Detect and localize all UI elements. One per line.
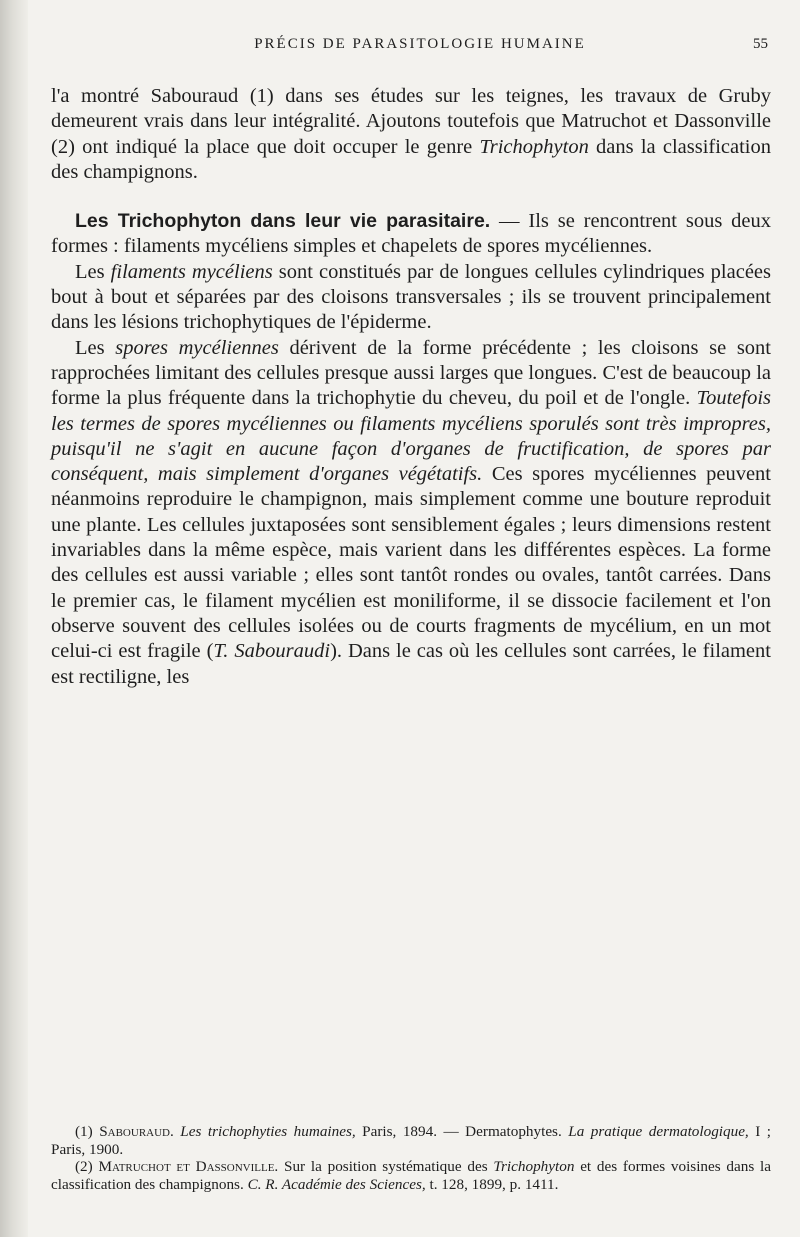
paragraph-3-text-3: ). Dans le cas où les cellules sont carrées, le filament est rectiligne, les: [51, 640, 771, 688]
footnote-2-genus: Trichophyton: [493, 1158, 575, 1175]
paragraph-3: [51, 336, 771, 690]
paragraph-1-end: dans la classification des champignons.: [51, 135, 772, 183]
footnote-2-text-3: t. 128, 1899, p. 1411.: [425, 1175, 559, 1193]
running-title: PRÉCIS DE PARASITOLOGIE HUMAINE: [254, 36, 586, 52]
page-edge-shadow: [0, 0, 28, 1237]
paragraph-2-lead: Les: [75, 260, 111, 283]
page-number: 55: [753, 36, 768, 52]
footnote-2-text-1: Sur la position systématique des: [278, 1158, 494, 1175]
paragraph-2: [51, 260, 771, 336]
footnotes: [51, 1123, 771, 1193]
paragraph-3-text-1: dérivent de la forme précédente ; les cloisons se sont rapprochées limitant des cellules presque aussi larges que longues. C'est de beaucoup la forme la plus fréquente dans la trichophytie du cheveu, du poil et de l'ongle.: [51, 336, 771, 410]
footnote-2-journal: C. R. Académie des Sciences,: [247, 1175, 426, 1193]
section-heading: Les Trichophyton dans leur vie parasitaire.: [75, 210, 491, 233]
footnote-2-text-2: et des formes voisines dans la classification des champignons.: [51, 1158, 771, 1193]
footnote-1: [51, 1123, 771, 1158]
body-text: [51, 84, 771, 690]
section-intro: — Ils se rencontrent sous deux formes : filaments mycéliens simples et chapelets de spores mycéliennes.: [51, 210, 771, 258]
footnote-2-marker: (2): [75, 1158, 99, 1175]
paragraph-2-text: sont constitués par de longues cellules cylindriques placées bout à bout et séparées par des cloisons transversales ; ils se trouvent principalement dans les lésions trichophytiques de l'épiderme.: [51, 260, 772, 334]
paragraph-1-text: l'a montré Sabouraud (1) dans ses études sur les teignes, les travaux de Gruby demeurent vrais dans leur intégralité. Ajoutons toutefois que Matruchot et Dassonville (2) ont indiqué la place que doit occuper le genre: [51, 85, 771, 158]
paragraph-3-lead: Les: [75, 336, 116, 359]
term-spores-italic: spores mycéliennes: [115, 336, 279, 359]
species-name-italic: T. Sabouraudi: [213, 640, 331, 663]
footnote-1-text-2: I ; Paris, 1900.: [51, 1123, 771, 1158]
italic-remark: Toutefois les termes de spores mycéliennes ou filaments mycéliens sporulés sont très impropres, puisqu'il ne s'agit en aucune façon d'organes de fructification, de spores par conséquent, mais simplement d'organes végétatifs.: [51, 387, 771, 486]
paragraph-3-text-2: Ces spores mycéliennes peuvent néanmoins reproduire le champignon, mais simplement comme une bouture reproduit une plante. Les cellules juxtaposées sont sensiblement égales ; leurs dimensions restent invariables dans la même espèce, mais varient dans les différentes espèces. La forme des cellules est aussi variable ; elles sont tantôt rondes ou ovales, tantôt carrées. Dans le premier cas, le filament mycélien est moniliforme, il se dissocie facilement et l'on observe souvent des cellules isolées ou de courts fragments de mycélium, en un mot celui-ci est fragile (: [51, 463, 771, 663]
footnote-1-author: Sabouraud.: [99, 1123, 174, 1140]
footnote-1-text-1: Paris, 1894. — Dermatophytes.: [355, 1123, 562, 1140]
section-paragraph: [51, 209, 771, 260]
footnote-2: [51, 1158, 771, 1193]
term-filaments-italic: filaments mycéliens: [110, 260, 273, 283]
paragraph-1: [51, 84, 771, 185]
footnote-1-title-1: Les trichophyties humaines,: [173, 1123, 356, 1140]
footnote-1-title-2: La pratique dermatologique,: [561, 1123, 749, 1140]
footnote-2-author: Matruchot et Dassonville.: [98, 1158, 279, 1175]
footnote-1-marker: (1): [75, 1123, 100, 1140]
genus-name-italic: Trichophyton: [479, 135, 589, 158]
